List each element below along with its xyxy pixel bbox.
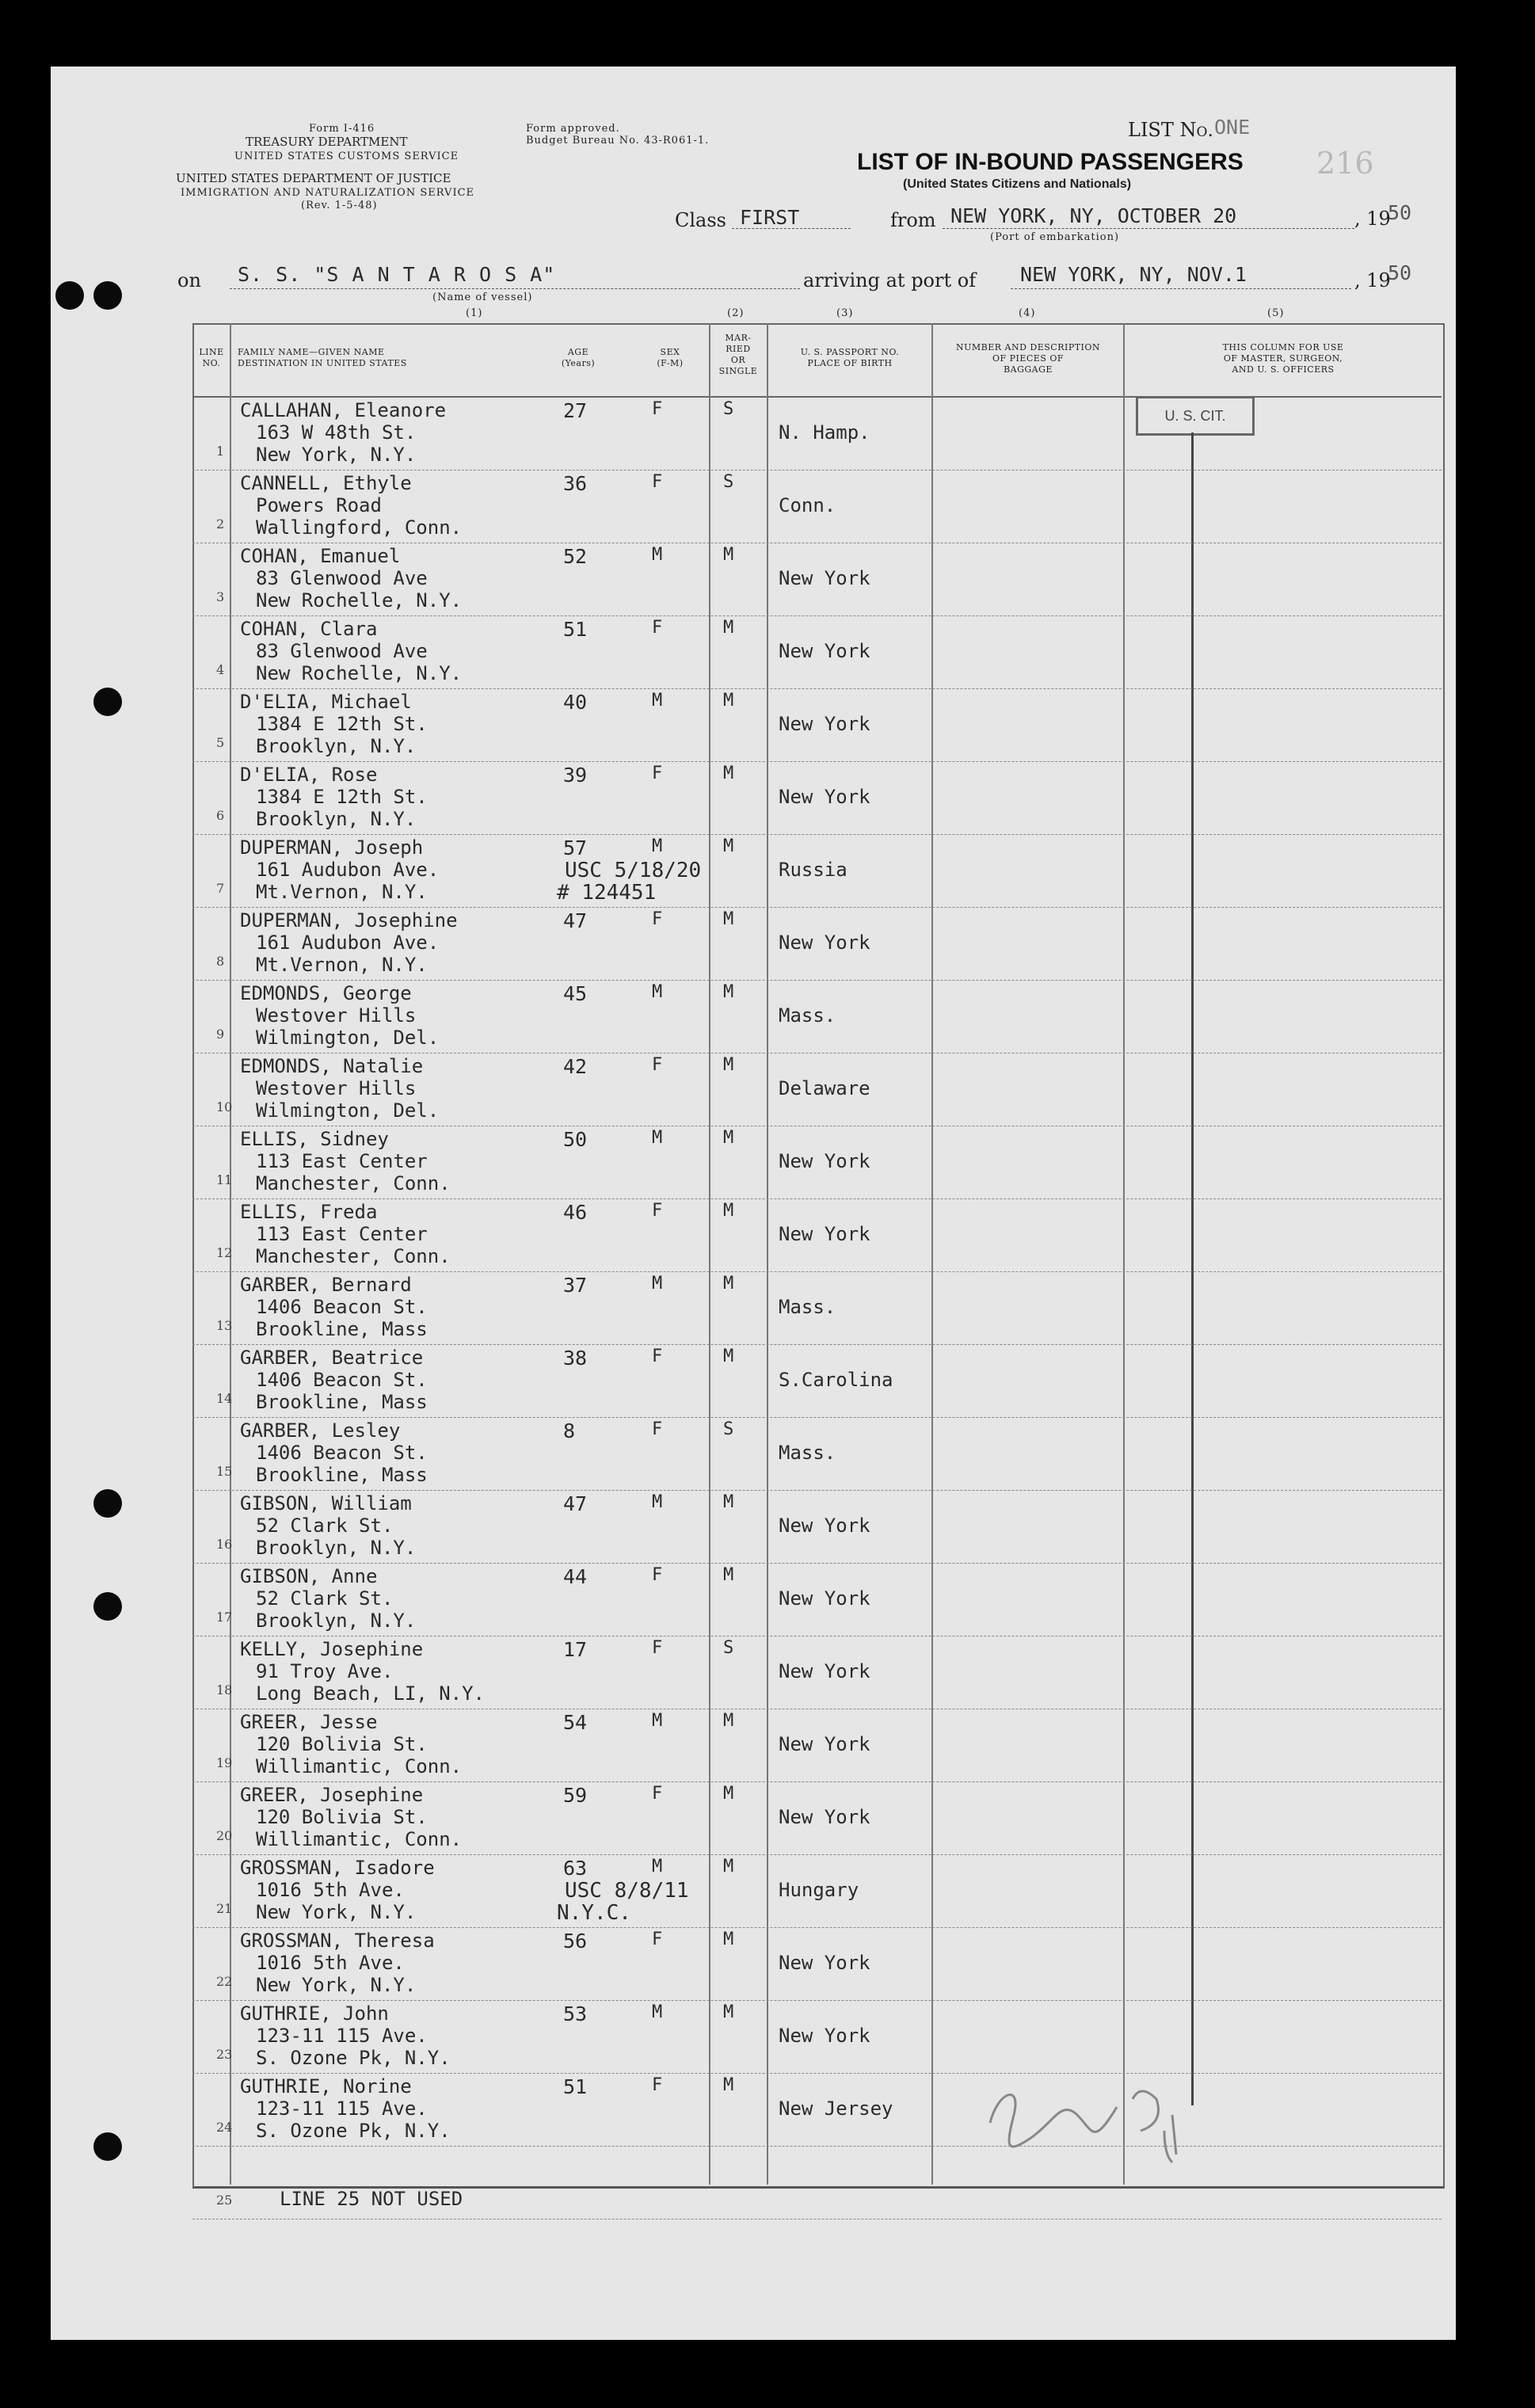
marital-status: M bbox=[723, 545, 734, 565]
vessel-name: S. S. "S A N T A R O S A" bbox=[238, 263, 556, 286]
punch-hole bbox=[55, 281, 84, 310]
passenger-address: 161 Audubon Ave. bbox=[256, 859, 440, 881]
table-row bbox=[192, 1345, 1442, 1418]
passenger-name: GIBSON, Anne bbox=[240, 1565, 378, 1587]
line-number: 23 bbox=[216, 2047, 233, 2062]
table-row bbox=[192, 1199, 1442, 1272]
passenger-address: 1406 Beacon St. bbox=[256, 1296, 428, 1318]
marital-status: M bbox=[723, 982, 734, 1002]
place-of-birth: Russia bbox=[779, 859, 847, 881]
port-embark-caption: (Port of embarkation) bbox=[990, 231, 1120, 243]
table-row bbox=[192, 2147, 1442, 2219]
passenger-sex: F bbox=[652, 1565, 663, 1585]
col-head-officers: THIS COLUMN FOR USE OF MASTER, SURGEON, AND U. S. OFFICERS bbox=[1222, 342, 1344, 375]
passenger-city: New Rochelle, N.Y. bbox=[256, 589, 463, 612]
passenger-sex: M bbox=[652, 836, 663, 856]
passenger-address: 83 Glenwood Ave bbox=[256, 640, 428, 662]
line-number: 1 bbox=[216, 444, 225, 459]
passenger-city: Brooklyn, N.Y. bbox=[256, 808, 417, 830]
passenger-name: GREER, Jesse bbox=[240, 1711, 378, 1733]
passenger-city: Mt.Vernon, N.Y. bbox=[256, 954, 428, 976]
col-num-1: (1) bbox=[466, 307, 483, 319]
passenger-name: COHAN, Emanuel bbox=[240, 545, 401, 567]
citizenship-note-2: N.Y.C. bbox=[557, 1901, 631, 1925]
passenger-city: Long Beach, LI, N.Y. bbox=[256, 1682, 485, 1705]
passenger-city: Brookline, Mass bbox=[256, 1464, 428, 1486]
passenger-age: 40 bbox=[563, 691, 588, 714]
dept-immigration: IMMIGRATION AND NATURALIZATION SERVICE bbox=[181, 187, 475, 199]
passenger-name: GUTHRIE, John bbox=[240, 2002, 389, 2025]
marital-status: M bbox=[723, 836, 734, 856]
passenger-age: 8 bbox=[563, 1419, 576, 1442]
place-of-birth: New York bbox=[779, 1733, 870, 1755]
form-revision: (Rev. 1-5-48) bbox=[301, 200, 378, 211]
arrival-port-value: NEW YORK, NY, NOV.1 bbox=[1020, 263, 1247, 286]
table-row bbox=[192, 908, 1442, 981]
place-of-birth: Hungary bbox=[779, 1879, 859, 1901]
table-row bbox=[192, 689, 1442, 762]
passenger-name: GROSSMAN, Isadore bbox=[240, 1857, 435, 1879]
marital-status: S bbox=[723, 1638, 734, 1658]
passenger-address: 91 Troy Ave. bbox=[256, 1660, 394, 1682]
year2-prefix: , 19 bbox=[1354, 269, 1391, 291]
passenger-sex: F bbox=[652, 1055, 663, 1075]
passenger-name: GARBER, Lesley bbox=[240, 1419, 401, 1442]
place-of-birth: S.Carolina bbox=[779, 1369, 893, 1391]
passenger-address: 123-11 115 Ave. bbox=[256, 2025, 428, 2047]
passenger-sex: F bbox=[652, 1638, 663, 1658]
passenger-city: Brooklyn, N.Y. bbox=[256, 735, 417, 757]
passenger-age: 47 bbox=[563, 909, 588, 932]
marital-status: M bbox=[723, 1857, 734, 1876]
us-citizen-stamp: U. S. CIT. bbox=[1136, 396, 1255, 436]
marital-status: M bbox=[723, 2075, 734, 2095]
passenger-age: 38 bbox=[563, 1347, 588, 1370]
passenger-sex: F bbox=[652, 2075, 663, 2095]
officer-signature bbox=[974, 2059, 1212, 2170]
place-of-birth: New York bbox=[779, 713, 870, 735]
line-number: 19 bbox=[216, 1755, 233, 1770]
line-number: 18 bbox=[216, 1682, 233, 1697]
punch-hole bbox=[93, 1489, 122, 1518]
col-head-sex: SEX (F-M) bbox=[657, 347, 684, 368]
year1-value: 50 bbox=[1388, 201, 1412, 224]
passenger-name: GARBER, Bernard bbox=[240, 1274, 412, 1296]
passenger-sex: M bbox=[652, 691, 663, 711]
line-number: 14 bbox=[216, 1391, 233, 1406]
passenger-name: GIBSON, William bbox=[240, 1492, 412, 1515]
passenger-address: 113 East Center bbox=[256, 1223, 428, 1245]
passenger-sex: M bbox=[652, 2002, 663, 2022]
table-row bbox=[192, 1928, 1442, 2001]
passenger-city: Mt.Vernon, N.Y. bbox=[256, 881, 428, 903]
col-num-3: (3) bbox=[836, 307, 854, 319]
passenger-name: ELLIS, Sidney bbox=[240, 1128, 389, 1150]
table-row bbox=[192, 2001, 1442, 2074]
passenger-sex: F bbox=[652, 472, 663, 492]
passenger-name: GROSSMAN, Theresa bbox=[240, 1930, 435, 1952]
col-num-4: (4) bbox=[1019, 307, 1036, 319]
passenger-name: EDMONDS, Natalie bbox=[240, 1055, 424, 1077]
passenger-name: COHAN, Clara bbox=[240, 618, 378, 640]
place-of-birth: Conn. bbox=[779, 494, 836, 516]
passenger-sex: M bbox=[652, 1274, 663, 1294]
table-row bbox=[192, 543, 1442, 616]
passenger-address: 1016 5th Ave. bbox=[256, 1952, 405, 1974]
passenger-address: 163 W 48th St. bbox=[256, 421, 417, 444]
page-number-stamp: 216 bbox=[1316, 146, 1374, 181]
passenger-sex: F bbox=[652, 764, 663, 783]
class-label: Class bbox=[675, 209, 726, 231]
punch-hole bbox=[93, 2132, 122, 2161]
place-of-birth: New York bbox=[779, 1952, 870, 1974]
passenger-sex: F bbox=[652, 399, 663, 419]
place-of-birth: New York bbox=[779, 640, 870, 662]
table-row bbox=[192, 1855, 1442, 1928]
passenger-city: Wilmington, Del. bbox=[256, 1027, 440, 1049]
passenger-sex: M bbox=[652, 982, 663, 1002]
passenger-address: 113 East Center bbox=[256, 1150, 428, 1172]
marital-status: M bbox=[723, 909, 734, 929]
form-number: Form I-416 bbox=[309, 123, 375, 135]
marital-status: M bbox=[723, 2002, 734, 2022]
from-label: from bbox=[890, 209, 936, 231]
line-number: 9 bbox=[216, 1027, 225, 1042]
marital-status: S bbox=[723, 472, 734, 492]
document-subtitle: (United States Citizens and Nationals) bbox=[903, 177, 1132, 191]
passenger-name: ELLIS, Freda bbox=[240, 1201, 378, 1223]
table-row bbox=[192, 762, 1442, 835]
passenger-age: 51 bbox=[563, 2075, 588, 2098]
passenger-age: 52 bbox=[563, 545, 588, 568]
table-row bbox=[192, 1564, 1442, 1636]
line-number: 2 bbox=[216, 516, 225, 532]
passenger-age: 17 bbox=[563, 1638, 588, 1661]
form-approved: Form approved. bbox=[526, 123, 620, 135]
passenger-address: 120 Bolivia St. bbox=[256, 1733, 428, 1755]
place-of-birth: New York bbox=[779, 1150, 870, 1172]
document-title: LIST OF IN-BOUND PASSENGERS bbox=[857, 149, 1244, 175]
passenger-address: 83 Glenwood Ave bbox=[256, 567, 428, 589]
passenger-address: Westover Hills bbox=[256, 1077, 417, 1099]
passenger-age: 53 bbox=[563, 2002, 588, 2025]
line-number: 20 bbox=[216, 1828, 233, 1843]
place-of-birth: New York bbox=[779, 1223, 870, 1245]
punch-hole bbox=[93, 688, 122, 716]
place-of-birth: New York bbox=[779, 932, 870, 954]
passenger-age: 54 bbox=[563, 1711, 588, 1734]
line-number: 7 bbox=[216, 881, 225, 896]
table-row bbox=[192, 1636, 1442, 1709]
col-head-passport: U. S. PASSPORT NO. PLACE OF BIRTH bbox=[800, 347, 900, 368]
passenger-name: CALLAHAN, Eleanore bbox=[240, 399, 447, 421]
line-number: 21 bbox=[216, 1901, 233, 1916]
citizenship-note: USC 8/8/11 bbox=[565, 1879, 689, 1903]
place-of-birth: New York bbox=[779, 786, 870, 808]
place-of-birth: New Jersey bbox=[779, 2097, 893, 2120]
place-of-birth: New York bbox=[779, 1660, 870, 1682]
line-number: 16 bbox=[216, 1537, 233, 1552]
passenger-sex: M bbox=[652, 1128, 663, 1148]
passenger-city: Willimantic, Conn. bbox=[256, 1828, 463, 1850]
line-number: 4 bbox=[216, 662, 225, 677]
passenger-address: 161 Audubon Ave. bbox=[256, 932, 440, 954]
passenger-sex: F bbox=[652, 1347, 663, 1366]
passenger-city: S. Ozone Pk, N.Y. bbox=[256, 2120, 451, 2142]
place-of-birth: New York bbox=[779, 567, 870, 589]
table-row bbox=[192, 398, 1442, 471]
marital-status: M bbox=[723, 1347, 734, 1366]
passenger-address: 123-11 115 Ave. bbox=[256, 2097, 428, 2120]
passenger-age: 56 bbox=[563, 1930, 588, 1953]
table-row bbox=[192, 1491, 1442, 1564]
marital-status: M bbox=[723, 1711, 734, 1731]
marital-status: M bbox=[723, 691, 734, 711]
table-row bbox=[192, 2074, 1442, 2147]
passenger-address: 1406 Beacon St. bbox=[256, 1442, 428, 1464]
line-number: 12 bbox=[216, 1245, 233, 1260]
marital-status: M bbox=[723, 764, 734, 783]
passenger-city: New Rochelle, N.Y. bbox=[256, 662, 463, 684]
passenger-sex: M bbox=[652, 1711, 663, 1731]
marital-status: M bbox=[723, 618, 734, 638]
line-number: 24 bbox=[216, 2120, 233, 2135]
passenger-address: 52 Clark St. bbox=[256, 1515, 394, 1537]
table-row bbox=[192, 1418, 1442, 1491]
dept-customs: UNITED STATES CUSTOMS SERVICE bbox=[234, 150, 459, 162]
place-of-birth: New York bbox=[779, 1587, 870, 1610]
passenger-age: 50 bbox=[563, 1128, 588, 1151]
passenger-address: 120 Bolivia St. bbox=[256, 1806, 428, 1828]
passenger-sex: M bbox=[652, 1492, 663, 1512]
passenger-address: 1384 E 12th St. bbox=[256, 786, 428, 808]
place-of-birth: New York bbox=[779, 2025, 870, 2047]
citizenship-note-2: # 124451 bbox=[557, 881, 657, 905]
line-number: 11 bbox=[216, 1172, 233, 1187]
passenger-age: 37 bbox=[563, 1274, 588, 1297]
line-number: 25 bbox=[216, 2193, 233, 2208]
passenger-address: 1384 E 12th St. bbox=[256, 713, 428, 735]
passenger-name: LINE 25 NOT USED bbox=[280, 2188, 463, 2210]
passenger-age: 36 bbox=[563, 472, 588, 495]
arriving-label: arriving at port of bbox=[803, 269, 977, 291]
col-head-line: LINE NO. bbox=[199, 347, 224, 368]
line-number: 15 bbox=[216, 1464, 233, 1479]
passenger-name: GUTHRIE, Norine bbox=[240, 2075, 412, 2097]
passenger-age: 27 bbox=[563, 399, 588, 422]
passenger-city: S. Ozone Pk, N.Y. bbox=[256, 2047, 451, 2069]
passenger-city: Brookline, Mass bbox=[256, 1391, 428, 1413]
year2-value: 50 bbox=[1388, 261, 1412, 284]
passenger-age: 63 bbox=[563, 1857, 588, 1880]
passenger-age: 39 bbox=[563, 764, 588, 787]
passenger-name: DUPERMAN, Josephine bbox=[240, 909, 458, 932]
passenger-sex: F bbox=[652, 1201, 663, 1221]
place-of-birth: Mass. bbox=[779, 1296, 836, 1318]
passenger-age: 46 bbox=[563, 1201, 588, 1224]
marital-status: M bbox=[723, 1055, 734, 1075]
vessel-caption: (Name of vessel) bbox=[432, 291, 533, 303]
passenger-city: Wallingford, Conn. bbox=[256, 516, 463, 539]
passenger-age: 51 bbox=[563, 618, 588, 641]
marital-status: S bbox=[723, 399, 734, 419]
passenger-sex: M bbox=[652, 545, 663, 565]
passenger-city: Manchester, Conn. bbox=[256, 1172, 451, 1194]
marital-status: M bbox=[723, 1128, 734, 1148]
citizenship-note: USC 5/18/20 bbox=[565, 859, 702, 882]
list-label: LIST No. bbox=[1128, 119, 1214, 141]
marital-status: M bbox=[723, 1784, 734, 1804]
line-number: 5 bbox=[216, 735, 225, 750]
passenger-age: 57 bbox=[563, 836, 588, 859]
on-label: on bbox=[177, 269, 201, 291]
marital-status: M bbox=[723, 1274, 734, 1294]
passenger-age: 42 bbox=[563, 1055, 588, 1078]
passenger-name: EDMONDS, George bbox=[240, 982, 412, 1004]
punch-hole bbox=[93, 1592, 122, 1621]
place-of-birth: New York bbox=[779, 1806, 870, 1828]
col-head-name: FAMILY NAME—GIVEN NAME DESTINATION IN UNITED STATES bbox=[238, 347, 407, 368]
place-of-birth: Delaware bbox=[779, 1077, 870, 1099]
place-of-birth: Mass. bbox=[779, 1004, 836, 1027]
passenger-name: D'ELIA, Rose bbox=[240, 764, 378, 786]
marital-status: M bbox=[723, 1930, 734, 1949]
line-number: 3 bbox=[216, 589, 225, 604]
line-number: 10 bbox=[216, 1099, 233, 1114]
passenger-sex: F bbox=[652, 1930, 663, 1949]
passenger-name: D'ELIA, Michael bbox=[240, 691, 412, 713]
passenger-city: Manchester, Conn. bbox=[256, 1245, 451, 1267]
passenger-name: DUPERMAN, Joseph bbox=[240, 836, 424, 859]
marital-status: M bbox=[723, 1201, 734, 1221]
table-row bbox=[192, 981, 1442, 1054]
embarkation-value: NEW YORK, NY, OCTOBER 20 bbox=[950, 204, 1237, 227]
list-number: ONE bbox=[1214, 116, 1251, 139]
passenger-name: KELLY, Josephine bbox=[240, 1638, 424, 1660]
passenger-age: 59 bbox=[563, 1784, 588, 1807]
line-number: 8 bbox=[216, 954, 225, 969]
table-row bbox=[192, 1782, 1442, 1855]
marital-status: M bbox=[723, 1492, 734, 1512]
place-of-birth: New York bbox=[779, 1515, 870, 1537]
line-number: 13 bbox=[216, 1318, 233, 1333]
passenger-sex: F bbox=[652, 1419, 663, 1439]
col-head-baggage: NUMBER AND DESCRIPTION OF PIECES OF BAGGAGE bbox=[955, 342, 1101, 375]
passenger-address: 1016 5th Ave. bbox=[256, 1879, 405, 1901]
col-head-married: MAR- RIED OR SINGLE bbox=[718, 333, 758, 376]
table-row bbox=[192, 471, 1442, 543]
budget-bureau: Budget Bureau No. 43-R061-1. bbox=[526, 135, 710, 147]
passenger-city: Brookline, Mass bbox=[256, 1318, 428, 1340]
passenger-age: 45 bbox=[563, 982, 588, 1005]
table-row bbox=[192, 835, 1442, 908]
col-num-2: (2) bbox=[727, 307, 745, 319]
passenger-city: New York, N.Y. bbox=[256, 1974, 417, 1996]
passenger-city: Wilmington, Del. bbox=[256, 1099, 440, 1122]
passenger-city: New York, N.Y. bbox=[256, 444, 417, 466]
passenger-city: Willimantic, Conn. bbox=[256, 1755, 463, 1777]
line-number: 6 bbox=[216, 808, 225, 823]
passenger-age: 44 bbox=[563, 1565, 588, 1588]
table-row bbox=[192, 1054, 1442, 1126]
passenger-address: Powers Road bbox=[256, 494, 382, 516]
place-of-birth: Mass. bbox=[779, 1442, 836, 1464]
passenger-name: CANNELL, Ethyle bbox=[240, 472, 412, 494]
table-row bbox=[192, 616, 1442, 689]
passenger-city: New York, N.Y. bbox=[256, 1901, 417, 1923]
passenger-sex: M bbox=[652, 1857, 663, 1876]
passenger-age: 47 bbox=[563, 1492, 588, 1515]
col-head-age: AGE (Years) bbox=[561, 347, 596, 368]
place-of-birth: N. Hamp. bbox=[779, 421, 870, 444]
passenger-sex: F bbox=[652, 1784, 663, 1804]
marital-status: M bbox=[723, 1565, 734, 1585]
passenger-address: Westover Hills bbox=[256, 1004, 417, 1027]
table-row bbox=[192, 1272, 1442, 1345]
passenger-address: 52 Clark St. bbox=[256, 1587, 394, 1610]
passenger-name: GARBER, Beatrice bbox=[240, 1347, 424, 1369]
dept-justice: UNITED STATES DEPARTMENT OF JUSTICE bbox=[176, 171, 451, 185]
class-value: FIRST bbox=[740, 206, 800, 229]
marital-status: S bbox=[723, 1419, 734, 1439]
passenger-sex: F bbox=[652, 618, 663, 638]
line-number: 22 bbox=[216, 1974, 233, 1989]
col-num-5: (5) bbox=[1267, 307, 1285, 319]
table-row bbox=[192, 1126, 1442, 1199]
passenger-name: GREER, Josephine bbox=[240, 1784, 424, 1806]
table-row bbox=[192, 1709, 1442, 1782]
year1-prefix: , 19 bbox=[1354, 208, 1391, 230]
dept-treasury: TREASURY DEPARTMENT bbox=[246, 135, 408, 149]
passenger-address: 1406 Beacon St. bbox=[256, 1369, 428, 1391]
passenger-city: Brooklyn, N.Y. bbox=[256, 1610, 417, 1632]
passenger-sex: F bbox=[652, 909, 663, 929]
passenger-city: Brooklyn, N.Y. bbox=[256, 1537, 417, 1559]
punch-hole bbox=[93, 281, 122, 310]
line-number: 17 bbox=[216, 1610, 233, 1625]
